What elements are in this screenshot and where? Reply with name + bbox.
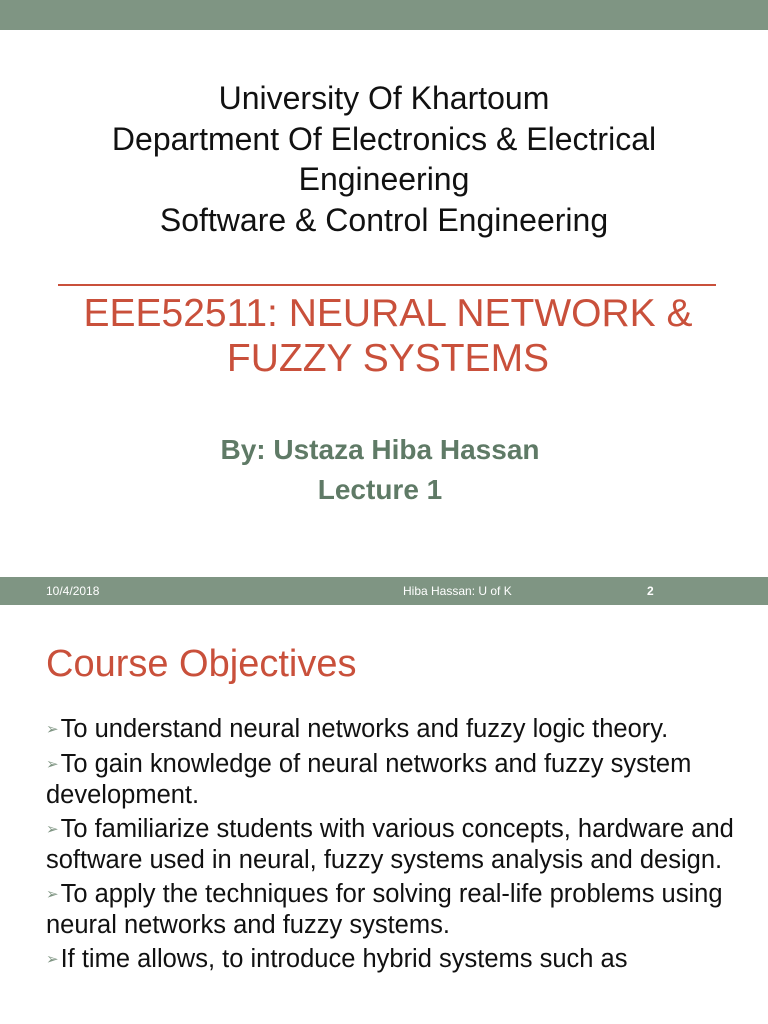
list-item xyxy=(46,944,746,976)
institution-heading xyxy=(0,78,768,240)
department-name-line1: Department Of Electronics & Electrical xyxy=(111,120,657,157)
footer-date: 10/4/2018 xyxy=(46,584,100,598)
objective-text: To gain knowledge of neural networks and fuzzy system development. xyxy=(46,749,692,809)
title-divider xyxy=(58,284,716,286)
objective-text: If time allows, to introduce hybrid systems such as xyxy=(60,944,628,973)
arrow-bullet-icon: ➢ xyxy=(46,721,59,738)
list-item xyxy=(46,749,746,811)
list-item xyxy=(46,714,746,746)
program-name: Software & Control Engineering xyxy=(159,201,609,238)
arrow-bullet-icon: ➢ xyxy=(46,755,59,773)
course-title-line1: EEE52511: NEURAL NETWORK & xyxy=(83,292,693,335)
arrow-bullet-icon: ➢ xyxy=(46,885,59,903)
objective-text: To familiarize students with various concepts, hardware and software used in neural, fuzzy systems analysis and design. xyxy=(46,814,734,874)
footer-author: Hiba Hassan: U of K xyxy=(403,584,512,598)
title-slide xyxy=(0,30,768,577)
department-name-line2: Engineering xyxy=(298,161,470,197)
arrow-bullet-icon: ➢ xyxy=(46,950,59,968)
objectives-list xyxy=(46,714,746,978)
lecture-number: Lecture 1 xyxy=(317,474,443,505)
list-item xyxy=(46,879,746,941)
objective-text: To apply the techniques for solving real-life problems using neural networks and fuzzy systems. xyxy=(46,879,723,939)
page-number: 2 xyxy=(647,584,654,598)
author-name: By: Ustaza Hiba Hassan xyxy=(220,434,540,465)
slide-footer xyxy=(0,577,768,605)
university-name: University Of Khartoum xyxy=(218,80,550,116)
list-item xyxy=(46,814,746,876)
arrow-bullet-icon: ➢ xyxy=(46,820,59,838)
slide-title: Course Objectives xyxy=(46,643,357,685)
byline xyxy=(0,430,760,510)
objective-text: To understand neural networks and fuzzy logic theory. xyxy=(60,715,669,743)
top-bar xyxy=(0,0,768,30)
course-title-line2: FUZZY SYSTEMS xyxy=(226,337,550,380)
course-title xyxy=(0,291,768,381)
